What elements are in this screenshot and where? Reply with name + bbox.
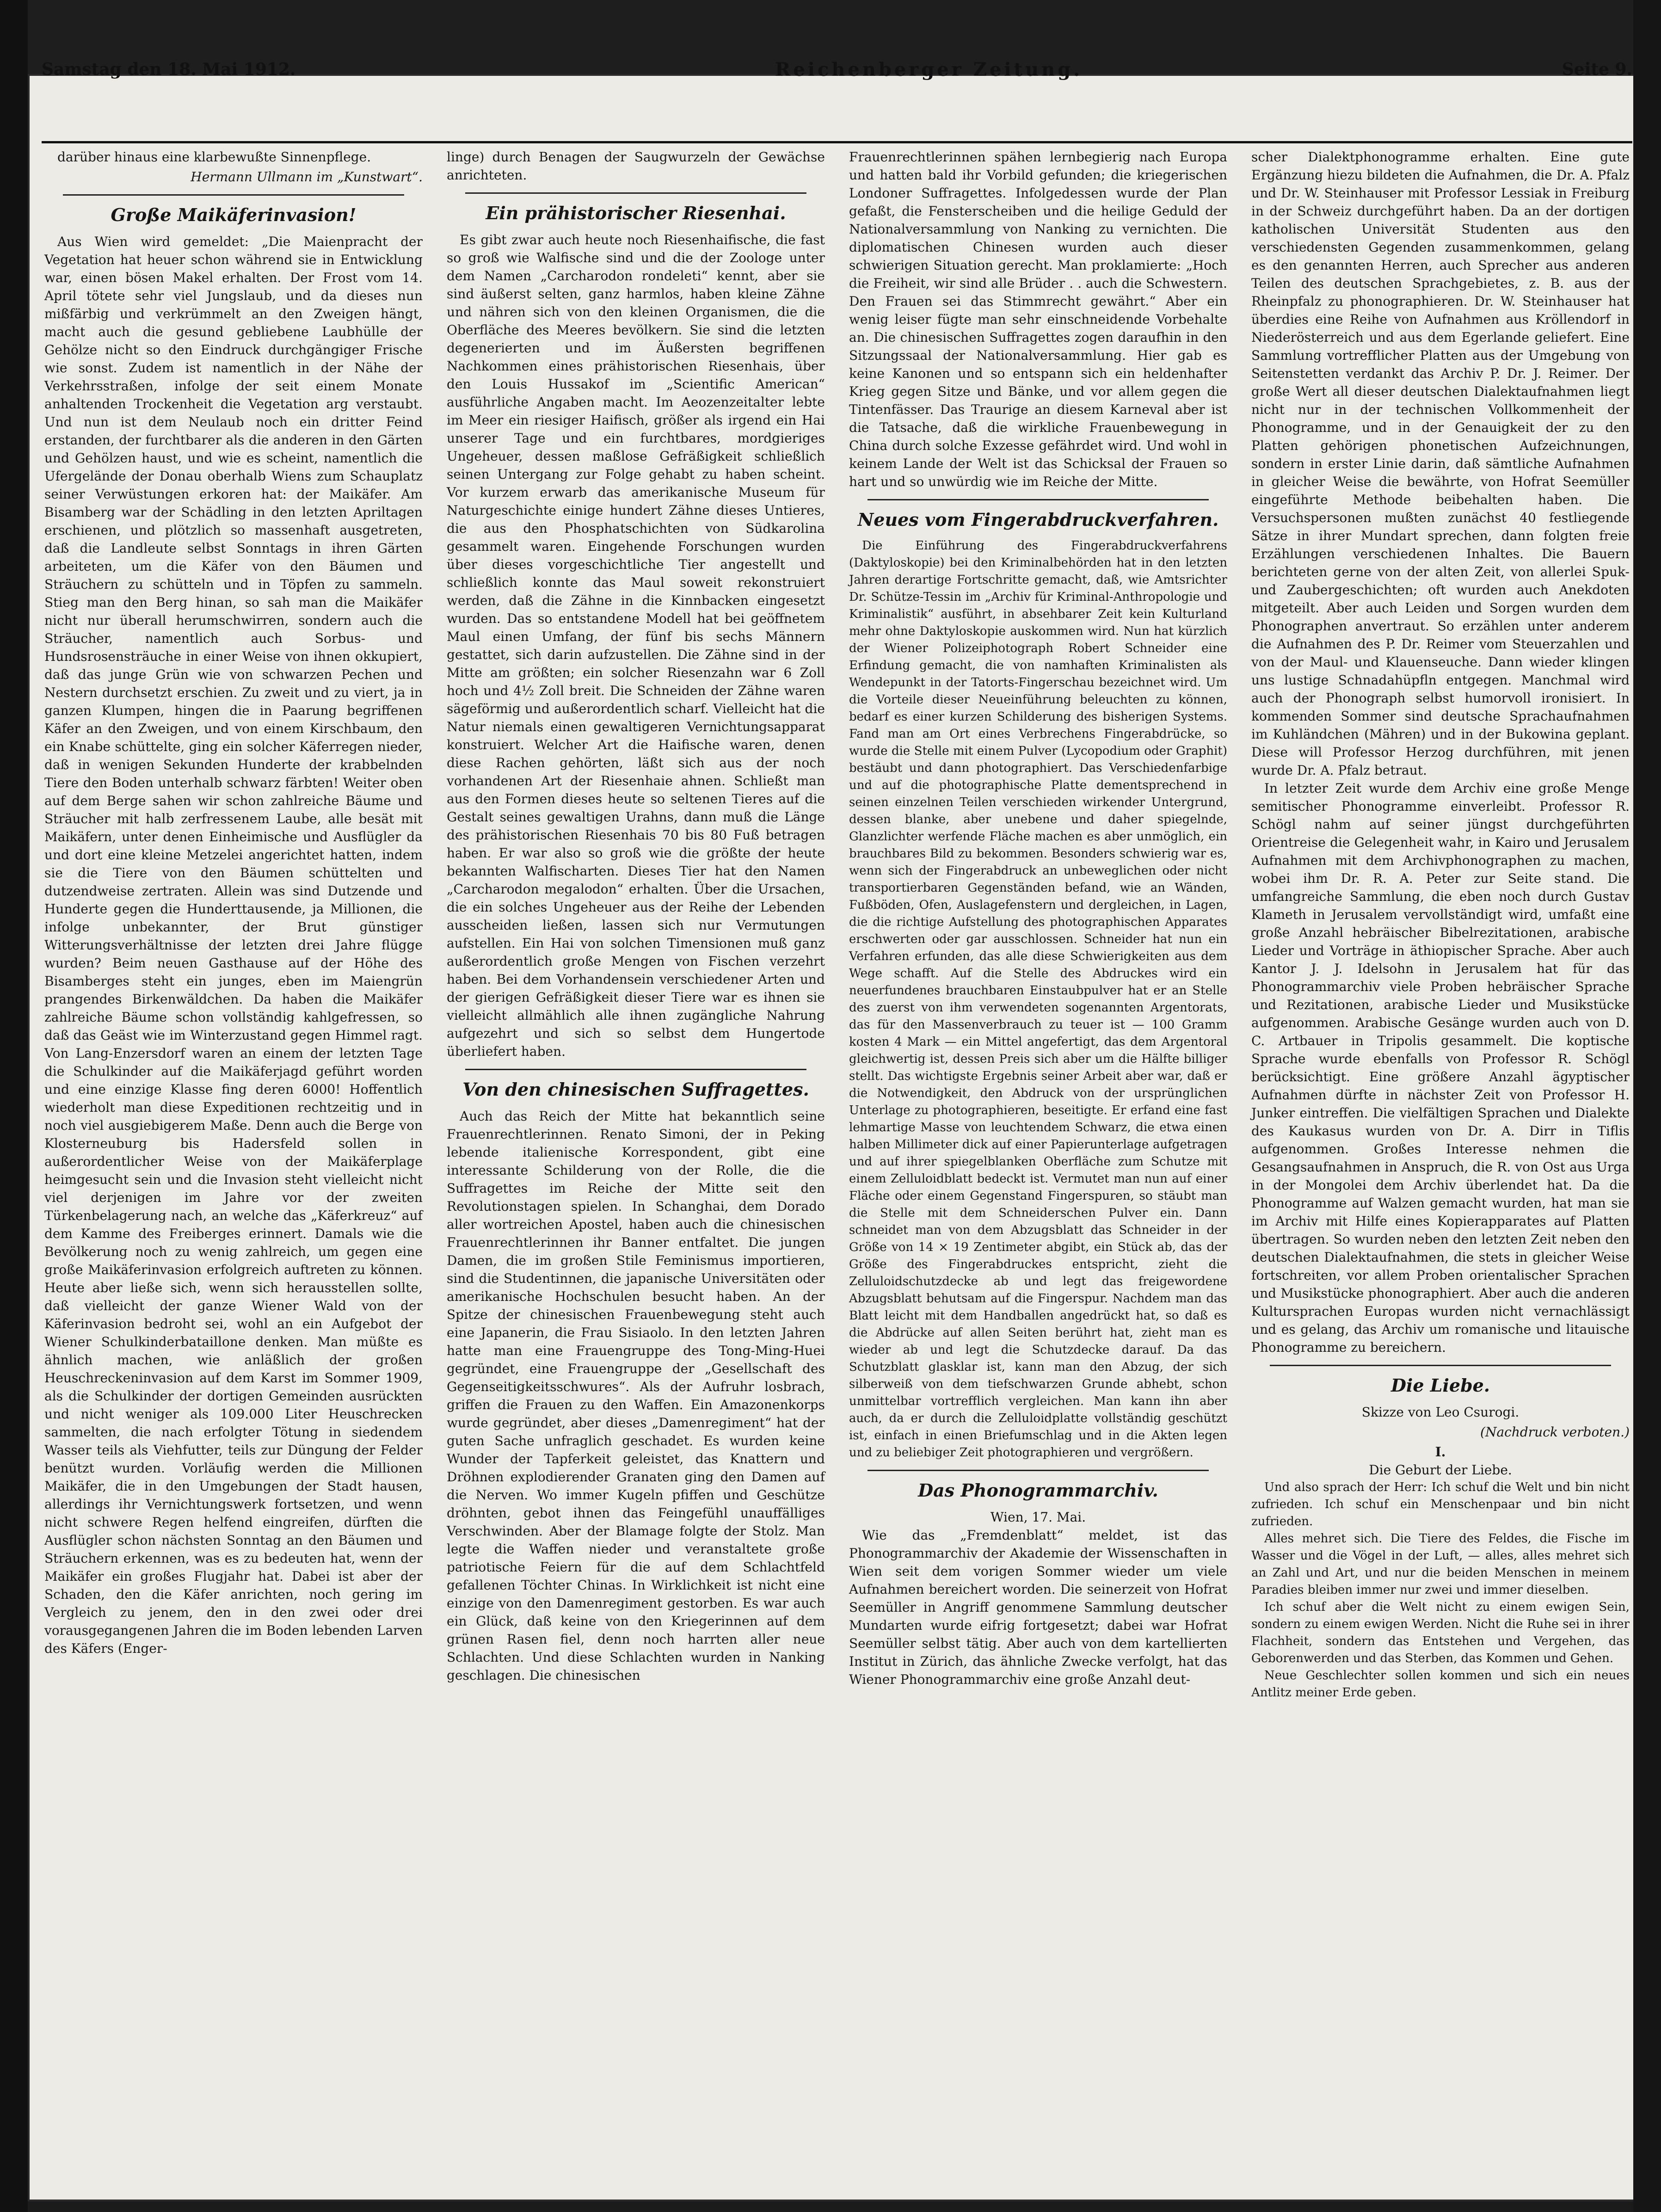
header-date: Samstag den 18. Mai 1912.: [42, 60, 296, 79]
divider: [1270, 1365, 1611, 1366]
reprint-note: (Nachdruck verboten.): [1480, 1424, 1630, 1440]
article-title-suffragettes: Von den chinesischen Suffragettes.: [462, 1079, 809, 1100]
article-body: In letzter Zeit wurde dem Archiv eine große Menge semitischer Phonogramme einverleibt. Professor R. Schögl nahm auf seiner jüngst durchgeführten Orientreise die Gelegenheit wahr, in Kairo und Jerusalem Aufnahmen mit dem Archivphonographen zu machen, wobei ihm Dr. R. A. Peter zur Seite stand. Die umfangreiche Sammlung, die eben noch durch Gustav Klameth in Jerusalem vervollständigt wird, umfaßt eine große Anzahl hebräischer Bibelrezitationen, arabische Lieder und Vorträge in äthiopischer Sprache. Aber auch Kantor J. J. Idelsohn in Jerusalem hat für das Phonogrammarchiv viele Proben hebräischer Sprache und Rezitationen, arabische Lieder und Musikstücke aufgenommen. Arabische Gesänge wurden auch von D. C. Artbauer in Tripolis gesammelt. Die koptische Sprache wurde ebenfalls von Professor R. Schögl berücksichtigt. Eine größere Anzahl ägyptischer Aufnahmen dürfte in nächster Zeit von Professor H. Junker eintreffen. Die vielfältigen Sprachen und Dialekte des Kaukasus wurden von Dr. A. Dirr in Tiflis aufgenommen. Großes Interesse nehmen die Gesangsaufnahmen in Anspruch, die R. von Ost aus Urga in der Mongolei dem Archiv überlendet hat. Da die Phonogramme auf Walzen gemacht wurden, hat man sie im Archiv mit Hilfe eines Kopierapparates auf Platten übertragen. So wurden neben den letzten Zeit neben den deutschen Dialektaufnahmen, die stets in gleicher Weise fortschreiten, vor allem Proben orientalischer Sprachen und Musikstücke phonographiert. Aber auch die anderen Kultursprachen Europas wurden nicht vernachlässigt und es gelang, das Archiv um romanische und litauische Phonogramme zu bereichern.: [1251, 781, 1630, 1355]
dateline: Wien, 17. Mai.: [990, 1510, 1086, 1525]
article-title-phonogrammarchiv: Das Phonogrammarchiv.: [918, 1480, 1158, 1501]
article-body: Aus Wien wird gemeldet: „Die Maienpracht der Vegetation hat heuer schon während sie in Entwicklung war, einen bösen Makel erhalten. Der Frost vom 14. April tötete sehr viel Jungslaub, und da dieses nun mißfärbig und verkrümmelt an den Zweigen hängt, macht auch die gesund gebliebene Laubhülle der Gehölze nicht so den Eindruck durchgängiger Frische wie sonst. Zudem ist namentlich in der Nähe der Verkehrsstraßen, infolge der seit einem Monate anhaltenden Trockenheit die Vegetation arg verstaubt. Und nun ist dem Neulaub noch ein dritter Feind erstanden, der furchtbarer als die anderen in den Gärten und Gehölzen haust, und wie es scheint, namentlich die Ufergelände der Donau oberhalb Wiens zum Schauplatz seiner Verwüstungen erkoren hat: der Maikäfer. Am Bisamberg war der Schädling in den letzten Apriltagen erschienen, und plötzlich so massenhaft ausgetreten, daß die Landleute selbst Sonntags in ihren Gärten arbeiteten, um die Käfer von den Bäumen und Sträuchern zu schütteln und in Töpfen zu sammeln. Stieg man den Berg hinan, so sah man die Maikäfer nicht nur überall herumschwirren, sondern auch die Sträucher, namentlich auch Sorbus- und Hundsrosensträuche in einer Weise von ihnen okkupiert, daß das junge Grün wie von schwarzen Pechen und Nestern durchsetzt erschien. Zu zweit und zu viert, ja in ganzen Klumpen, hingen die in Paarung begriffenen Käfer an den Zweigen, und von einem Kirschbaum, den ein Knabe schüttelte, ging ein solcher Käferregen nieder, daß in wenigen Sekunden Hunderte der krabbelnden Tiere den Boden unterhalb schwarz färbten! Weiter oben auf dem Berge sahen wir schon zahlreiche Bäume und Sträucher mit halb zerfressenem Laube, alle besät mit Maikäfern, unter denen Einheimische und Ausflügler da und dort eine kleine Metzelei angerichtet hatten, indem sie die Tiere von den Bäumen schüttelten und dutzendweise zertraten. Allein was sind Dutzende und Hunderte gegen die Hunderttausende, ja Millionen, die infolge unbekannter, der Brut günstiger Witterungsverhältnisse der letzten drei Jahre flügge wurden? Beim neuen Gasthause auf der Höhe des Bisamberges steht ein junges, eben im Maiengrün prangendes Birkenwäldchen. Da haben die Maikäfer zahlreiche Bäume schon vollständig kahlgefressen, so daß das Geäst wie im Winterzustand gegen Himmel ragt. Von Lang-Enzersdorf waren an einem der letzten Tage die Schulkinder auf die Maikäferjagd geführt worden und eine einzige Klasse fing deren 6000! Hoffentlich wiederholt man diese Expeditionen rechtzeitig und in noch viel ausgiebigerem Maße. Denn auch die Berge von Klosterneuburg bis Hadersfeld sollen in außerordentlicher Weise von der Maikäferplage heimgesucht sein und die Invasion steht vielleicht nicht viel derjenigen im Jahre vor der zweiten Türkenbelagerung nach, an welche das „Käferkreuz“ auf dem Kamme des Freiberges erinnert. Damals wie die Bevölkerung noch zu wenig zahlreich, um gegen eine große Maikäferinvasion erfolgreich auftreten zu können. Heute aber ließe sich, wenn sich herausstellen sollte, daß vielleicht der ganze Wiener Wald von der Käferinvasion bedroht sei, wohl an ein Aufgebot der Wiener Schulkinderbataillone denken. Man müßte es ähnlich machen, wie anläßlich der großen Heuschreckeninvasion auf dem Karst im Sommer 1909, als die Schulkinder der dortigen Gemeinden ausrückten und nicht weniger als 109.000 Liter Heuschrecken sammelten, die nach erfolgter Tötung in siedendem Wasser teils als Viehfutter, teils zur Düngung der Felder benützt wurden. Vorläufig werden die Millionen Maikäfer, die in den Umgebungen der Stadt hausen, allerdings ihr Vernichtungswerk fortsetzen, und wenn nicht schwere Regen helfend eingreifen, dürften die Ausflügler schon nächsten Sonntag an den Bäumen und Sträuchern erkennen, was es zu bedeuten hat, wenn der Maikäfer ein großes Flugjahr hat. Dabei ist aber der Schaden, den die Käfer anrichten, noch gering im Vergleich zu jenem, den in den zwei oder drei vorausgegangenen Jahren die im Boden lebenden Larven des Käfers (Enger-: [44, 234, 423, 1656]
divider: [867, 1470, 1209, 1471]
story-paragraph: Alles mehret sich. Die Tiere des Feldes, die Fische im Wasser und die Vögel in der Luft, — alles, alles mehret sich an Zahl und Art, und nur die beiden Menschen in meinem Paradies bleiben immer nur zwei und immer dieselben.: [1251, 1532, 1630, 1597]
story-paragraph: Ich schuf aber die Welt nicht zu einem ewigen Sein, sondern zu einem ewigen Werden. Nicht die Ruhe sei in ihrer Flachheit, sondern das Entstehen und Vergehen, das Geborenwerden und das Sterben, das Kommen und Gehen.: [1251, 1600, 1630, 1665]
continued-text: Frauenrechtlerinnen spähen lernbegierig nach Europa und hatten bald ihr Vorbild gefunden; die kriegerischen Londoner Suffragettes. Infolgedessen wurde der Plan gefaßt, die Fensterscheiben und die heilige Geduld der Nationalversammlung von Nanking zu vernichten. Die diplomatischen Chinesen wurden auch dieser schwierigen Situation gerecht. Man proklamierte: „Hoch die Freiheit, wir sind alle Brüder . . auch die Schwestern. Den Frauen sei das Stimmrecht gewährt.“ Aber ein wenig leiser fügte man sehr einschneidende Vorbehalte an. Die chinesischen Suffragettes zogen daraufhin in den Sitzungssaal der Nationalversammlung. Hier gab es keine Kanonen und so entspann sich ein heldenhafter Krieg gegen Sitze und Bänke, und vor allem gegen die Tintenfässer. Das Traurige an diesem Karneval aber ist die Tatsache, daß die wirkliche Frauenbewegung in China durch solche Exzesse gefährdet wird. Und wohl in keinem Lande der Welt ist das Schicksal der Frauen so hart und so unwürdig wie im Reiche der Mitte.: [849, 149, 1227, 489]
column-2: [444, 148, 828, 2201]
page-header: [42, 46, 1632, 92]
header-masthead: Reichenberger Zeitung.: [775, 58, 1083, 80]
header-rule: [42, 141, 1632, 143]
article-columns: [42, 148, 1632, 2201]
story-subtitle: Skizze von Leo Csurogi.: [1361, 1405, 1520, 1420]
story-paragraph: Und also sprach der Herr: Ich schuf die Welt und bin nicht zufrieden. Ich schuf ein Menschenpaar und bin nicht zufrieden.: [1251, 1480, 1630, 1528]
article-title-maikaefer: Große Maikäferinvasion!: [111, 204, 357, 225]
column-1: [42, 148, 425, 2201]
article-title-fingerabdruck: Neues vom Fingerabdruckverfahren.: [857, 509, 1219, 530]
article-body: Es gibt zwar auch heute noch Riesenhaifische, die fast so groß wie Walfische sind und die der Zoologe unter dem Namen „Carcharodon rondeleti“ kennt, aber sie sind äußerst selten, ganz harmlos, haben kleine Zähne und nähren sich von den kleinen Organismen, die die Oberfläche des Meeres bevölkern. Sie sind die letzten degenerierten und im Äußersten begriffenen Nachkommen eines prähistorischen Riesenhais, über den Louis Hussakof im „Scientific American“ ausführliche Angaben macht. Im Aeozenzeitalter lebte im Meer ein riesiger Haifisch, größer als irgend ein Hai unserer Tage und ein furchtbares, mordgieriges Ungeheuer, dessen maßlose Gefräßigkeit schließlich seinen Untergang zur Folge gehabt zu haben scheint. Vor kurzem erwarb das amerikanische Museum für Naturgeschichte einige hundert Zähne dieses Untieres, die aus den Phosphatschichten von Südkarolina gesammelt waren. Eingehende Forschungen wurden über dieses vorgeschichtliche Tier angestellt und schließlich konnte das Maul soweit rekonstruiert werden, daß die Zähne in die Kinnbacken eingesetzt wurden. Das so entstandene Modell hat bei geöffnetem Maul einen Umfang, der fünf bis sechs Männern gestattet, sich darin aufzustellen. Die Zähne sind in der Mitte am größten; ein solcher Riesenzahn war 6 Zoll hoch und 4½ Zoll breit. Die Schneiden der Zähne waren sägeförmig und außerordentlich scharf. Vielleicht hat die Natur niemals einen gewaltigeren Vernichtungsapparat konstruiert. Welcher Art die Haifische waren, denen diese Rachen gehörten, läßt sich aus der noch vorhandenen Art der Riesenhaie ahnen. Schließt man aus den Formen dieses heute so seltenen Tieres auf die Gestalt seines gewaltigen Urahns, dann muß die Länge des prähistorischen Riesenhais 70 bis 80 Fuß betragen haben. Er war also so groß wie die größte der heute bekannten Walfischarten. Dieses Tier hat den Namen „Carcharodon megalodon“ erhalten. Über die Ursachen, die ein solches Ungeheuer aus der Reihe der Lebenden ausscheiden ließen, lassen sich nur Vermutungen aufstellen. Ein Hai von solchen Timensionen muß ganz außerordentlich große Mengen von Fischen verzehrt haben. Bei dem Vorhandensein verschiedener Arten und der gierigen Gefräßigkeit dieser Tiere war es ihnen sie vielleicht allmählich alle ihnen zugängliche Nahrung aufgezehrt und sich so selbst dem Hungertode überliefert haben.: [447, 232, 825, 1059]
article-title-liebe: Die Liebe.: [1390, 1375, 1490, 1396]
continued-text: linge) durch Benagen der Saugwurzeln der Gewächse anrichteten.: [447, 149, 825, 183]
article-body: Wie das „Fremdenblatt“ meldet, ist das Phonogrammarchiv der Akademie der Wissenschaften in Wien seit dem vorigen Sommer wieder um viele Aufnahmen bereichert worden. Die seinerzeit von Hofrat Seemüller in Angriff genommene Sammlung deutscher Mundarten wurde eifrig fortgesetzt; dabei war Hofrat Seemüller selbst tätig. Aber auch von dem kartellierten Institut in Zürich, das ähnliche Zwecke verfolgt, hat das Wiener Phonogrammarchiv eine große Anzahl deut-: [849, 1528, 1227, 1687]
column-4: [1249, 148, 1632, 2201]
chapter-number: I.: [1435, 1444, 1446, 1460]
divider: [867, 499, 1209, 500]
column-3: [846, 148, 1230, 2201]
story-paragraph: Neue Geschlechter sollen kommen und sich ein neues Antlitz meiner Erde geben.: [1251, 1669, 1630, 1700]
article-body: Auch das Reich der Mitte hat bekanntlich seine Frauenrechtlerinnen. Renato Simoni, der in Peking lebende italienische Korrespondent, gibt eine interessante Schilderung von der Rolle, die die Suffragettes im Reiche der Mitte seit den Revolutionstagen spielen. In Schanghai, dem Dorado aller wortreichen Apostel, haben auch die chinesischen Frauenrechtlerinnen ihr Banner entfaltet. Die jungen Damen, die im großen Stile Feminismus importieren, sind die Studentinnen, die japanische Universitäten oder amerikanische Hochschulen besucht haben. An der Spitze der chinesischen Frauenbewegung steht auch eine Japanerin, die Frau Sisiaolo. In den letzten Jahren hatte man eine Frauengruppe des Tong-Ming-Huei gegründet, eine Frauengruppe der „Gesellschaft des Gegenseitigkeitsschwures“. Als der Aufruhr losbrach, griffen die Frauen zu den Waffen. Ein Amazonenkorps wurde gegründet, aber dieses „Damenregiment“ hat der guten Sache unfraglich geschadet. Es wurden keine Wunder der Tapferkeit geleistet, das Knattern und Dröhnen explodierender Granaten ging den Damen auf die Nerven. Wo immer Kugeln pfiffen und Geschütze dröhnten, gebot ihnen das Feingefühl unauffälliges Verschwinden. Aber der Blamage folgte der Stolz. Man legte die Waffen nieder und veranstaltete große patriotische Feiern für die auf dem Schlachtfeld gefallenen Töchter Chinas. In Wirklichkeit ist nicht eine einzige von den Damenregiment gestorben. Es war auch ein Glück, daß keine von den Kriegerinnen auf dem grünen Rasen fiel, denn noch harrten aller neue Schlachten. Und diese Schlachten wurden in Nanking geschlagen. Die chinesischen: [447, 1109, 825, 1683]
divider: [63, 194, 404, 196]
continued-text: scher Dialektphonogramme erhalten. Eine gute Ergänzung hiezu bildeten die Aufnahmen, die Dr. A. Pfalz und Dr. W. Steinhauser mit Professor Lessiak in Freiburg in der Schweiz durchgeführt haben. Da an der dortigen katholischen Universität Studenten aus den verschiedensten Gegenden zusammenkommen, gelang es den genannten Herren, auch Sprecher aus anderen Teilen des deutschen Sprachgebietes, z. B. aus der Rheinpfalz zu phonographieren. Dr. W. Steinhauser hat überdies eine Reihe von Aufnahmen aus Kröllendorf in Niederösterreich und aus dem Egerlande geliefert. Eine Sammlung vortrefflicher Platten aus der Umgebung von Seitenstetten verdankt das Archiv P. Dr. J. Reimer. Der große Wert all dieser deutschen Dialektaufnahmen liegt nicht nur in der technischen Vollkommenheit der Phonogramme, und in der Genauigkeit der zu den Platten gehörigen phonetischen Aufzeichnungen, sondern in erster Linie darin, daß sämtliche Aufnahmen in gleicher Weise die bewährte, von Hofrat Seemüller eingeführte Methode beibehalten haben. Die Versuchspersonen mußten zunächst 40 festliegende Sätze in ihrer Mundart sprechen, dann folgten freie Erzählungen verschiedenen Inhaltes. Die Bauern berichteten gerne von der alten Zeit, von allerlei Spuk- und Zaubergeschichten; oft wurden auch Anekdoten mitgeteilt. Aber auch Leiden und Sorgen wurden dem Phonographen anvertraut. So erzählen unter anderem die Aufnahmen des P. Dr. Reimer vom Steuerzahlen und von der Maul- und Klauenseuche. Dann wieder klingen uns lustige Schnadahüpfln entgegen. Manchmal wird auch der Phonograph selbst humorvoll ironisiert. In kommenden Sommer sind deutsche Sprachaufnahmen im Kuhländchen (Mähren) und in der Bukowina geplant. Diese will Professor Herzog durchführen, mit jenen wurde Dr. A. Pfalz betraut.: [1251, 149, 1630, 778]
chapter-title: Die Geburt der Liebe.: [1369, 1462, 1512, 1478]
divider: [465, 192, 806, 194]
header-page-number: Seite 9.: [1562, 60, 1632, 79]
scan-right-border: [1633, 0, 1661, 2212]
article-body: Die Einführung des Fingerabdruckverfahrens (Daktyloskopie) bei den Kriminalbehörden hat in den letzten Jahren derartige Fortschritte gemacht, daß, wie Amtsrichter Dr. Schütze-Tessin im „Archiv für Kriminal-Anthropologie und Kriminalistik“ ausführt, in absehbarer Zeit kein Kulturland mehr ohne Daktyloskopie auskommen wird. Nun hat kürzlich der Wiener Polizeiphotograph Robert Schneider eine Erfindung gemacht, die von namhaften Kriminalisten als Wendepunkt in der Tatorts-Fingerschau bezeichnet wird. Um die Vorteile dieser Neueinführung beleuchten zu können, bedarf es einer kurzen Schilderung des bisherigen Systems. Fand man am Ort eines Verbrechens Fingerabdrücke, so wurde die Stelle mit einem Pulver (Lycopodium oder Graphit) bestäubt und dann photographiert. Das Verschiedenfarbige und auf die photographische Platte dementsprechend in seinen einzelnen Teilen verschieden wirkender Untergrund, dessen blanke, aber unebene und daher spiegelnde, Glanzlichter werfende Fläche machen es aber unmöglich, ein brauchbares Bild zu bekommen. Besonders schwierig war es, wenn sich der Fingerabdruck an unbeweglichen oder nicht transportierbaren Gegenständen befand, wie an Wänden, Fußböden, Ofen, Auslagefenstern und dergleichen, in Lagen, die die richtige Aufstellung des photographischen Apparates erschwerten oder gar ausschlossen. Schneider hat nun ein Verfahren erfunden, das alle diese Schwierigkeiten aus dem Wege schafft. Auf die Stelle des Abdruckes wird ein neuerfundenes brauchbaren Einstaubpulver hat er an Stelle des zuerst von ihm verwendeten sogenannten Argentorats, das für den Massenverbrauch zu teuer ist — 100 Gramm kosten 4 Mark — ein Mittel angefertigt, das dem Argentoral gleichwertig ist, dessen Preis sich aber um die Hälfte billiger stellt. Das wichtigste Ergebnis seiner Arbeit aber war, daß er die Notwendigkeit, den Abdruck von der ursprünglichen Unterlage zu photographieren, beseitigte. Er erfand eine fast lehmartige Masse von leuchtendem Schwarz, die etwa einen halben Millimeter dick auf einer Papierunterlage aufgetragen und auf ihrer spiegelblanken Oberfläche zum Schutze mit einem Zelluloidblatt bedeckt ist. Vermutet man nun auf einer Fläche oder einem Gegenstand Fingerspuren, so stäubt man die Stelle mit dem Schneiderschen Pulver ein. Dann schneidet man von dem Abzugsblatt das Schneider in der Größe von 14 × 19 Zentimeter abgibt, ein Stück ab, das der Größe des Fingerabdruckes entspricht, zieht die Zelluloidschutzdecke ab und legt das freigewordene Abzugsblatt behutsam auf die Fingerspur. Nachdem man das Blatt leicht mit dem Handballen angedrückt hat, so daß es die Abdrücke auf allen Seiten berührt hat, zieht man es wieder ab und legt die Schutzdecke darauf. Da das Schutzblatt glasklar ist, kann man den Abzug, der sich silberweiß von dem tiefschwarzen Grunde abhebt, schon unmittelbar vortrefflich vergleichen. Man kann ihn aber auch, da er durch die Zelluloidplatte vollständig geschützt ist, einfach in einen Briefumschlag und in die Akten legen und zu beliebiger Zeit photographieren und vergrößern.: [849, 539, 1227, 1460]
divider: [465, 1069, 806, 1070]
article-title-riesenhai: Ein prähistorischer Riesenhai.: [486, 203, 786, 223]
lead-text: darüber hinaus eine klarbewußte Sinnenpflege.: [57, 149, 371, 165]
lead-author: Hermann Ullmann im „Kunstwart“.: [191, 169, 423, 185]
scan-left-border: [0, 0, 28, 2212]
